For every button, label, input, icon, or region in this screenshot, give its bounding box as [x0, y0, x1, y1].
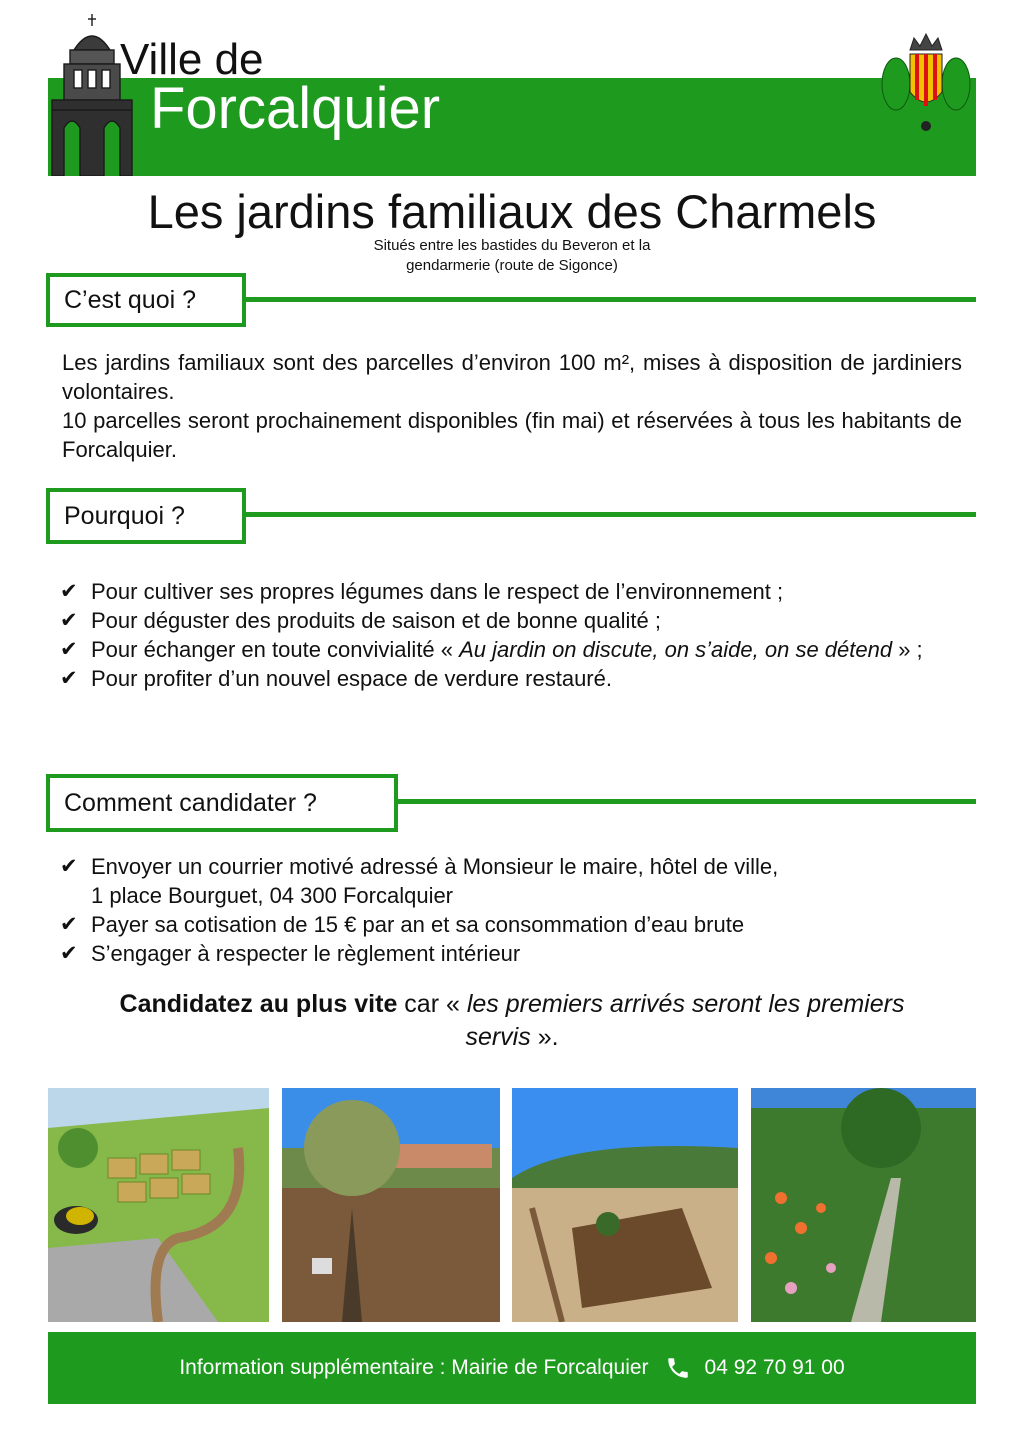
section-divider-what: [240, 297, 976, 302]
checkmark-icon: ✔: [60, 609, 78, 632]
how-item: [60, 852, 970, 910]
cta-middle: car «: [397, 990, 467, 1018]
garden-3d-rendering-image: [48, 1088, 269, 1322]
why-item-quote: Au jardin on discute, on s’aide, on se détend: [459, 637, 893, 662]
header-town-name: Forcalquier: [150, 76, 441, 141]
what-paragraph-1: Les jardins familiaux sont des parcelles d’environ 100 m², mises à disposition de jardiniers volontaires.: [62, 350, 962, 404]
cleared-plot-photo: [282, 1088, 500, 1322]
cta-end: ».: [530, 1023, 559, 1051]
checkmark-icon: ✔: [60, 638, 78, 661]
section-what-text: [62, 348, 962, 464]
checkmark-icon: ✔: [60, 855, 78, 878]
why-item-text: Pour profiter d’un nouvel espace de verdure restauré.: [91, 666, 612, 691]
how-list: [60, 852, 970, 968]
subtitle-line-1: Situés entre les bastides du Beveron et la: [373, 237, 651, 254]
why-item-text: Pour déguster des produits de saison et de bonne qualité ;: [91, 608, 661, 633]
section-heading-what: C’est quoi ?: [46, 273, 246, 327]
how-item-text: Payer sa cotisation de 15 € par an et sa consommation d’eau brute: [91, 912, 745, 937]
why-item: [60, 664, 970, 693]
phone-icon: [665, 1355, 691, 1381]
footer-phone-number[interactable]: 04 92 70 91 00: [704, 1356, 845, 1379]
how-item-text: S’engager à respecter le règlement intérieur: [91, 941, 521, 966]
how-item-text: Envoyer un courrier motivé adressé à Monsieur le maire, hôtel de ville,: [91, 854, 779, 879]
cta-quote: les premiers arrivés seront les premiers servis: [465, 990, 905, 1051]
how-item: [60, 910, 970, 939]
why-list: [60, 577, 970, 693]
section-heading-why: Pourquoi ?: [46, 488, 246, 544]
footer-band: [48, 1332, 976, 1404]
checkmark-icon: ✔: [60, 580, 78, 603]
how-item: [60, 939, 970, 968]
subtitle-line-2: gendarmerie (route de Sigonce): [406, 257, 618, 274]
header-ville-de: Ville de: [120, 35, 264, 84]
why-item: [60, 635, 970, 664]
cta-bold: Candidatez au plus vite: [119, 990, 398, 1018]
section-divider-how: [392, 799, 976, 804]
how-item-text-address: 1 place Bourguet, 04 300 Forcalquier: [91, 883, 454, 908]
section-heading-how: Comment candidater ?: [46, 774, 398, 832]
call-to-action: [100, 988, 924, 1054]
page-title: Les jardins familiaux des Charmels: [147, 185, 877, 238]
checkmark-icon: ✔: [60, 942, 78, 965]
why-item: [60, 606, 970, 635]
why-item-text: Pour cultiver ses propres légumes dans le respect de l’environnement ;: [91, 579, 784, 604]
checkmark-icon: ✔: [60, 667, 78, 690]
footer-info-text: Information supplémentaire : Mairie de Forcalquier: [179, 1356, 649, 1379]
why-item-text-start: Pour échanger en toute convivialité «: [91, 637, 460, 662]
why-item: [60, 577, 970, 606]
garden-beds-photo: [512, 1088, 738, 1322]
coat-of-arms-logo: [880, 32, 972, 134]
page-subtitle: [312, 236, 712, 276]
what-paragraph-2: 10 parcelles seront prochainement disponibles (fin mai) et réservées à tous les habitants de Forcalquier.: [62, 408, 962, 462]
planted-garden-photo: [751, 1088, 976, 1322]
why-item-text-end: » ;: [892, 637, 923, 662]
section-divider-why: [240, 512, 976, 517]
checkmark-icon: ✔: [60, 913, 78, 936]
